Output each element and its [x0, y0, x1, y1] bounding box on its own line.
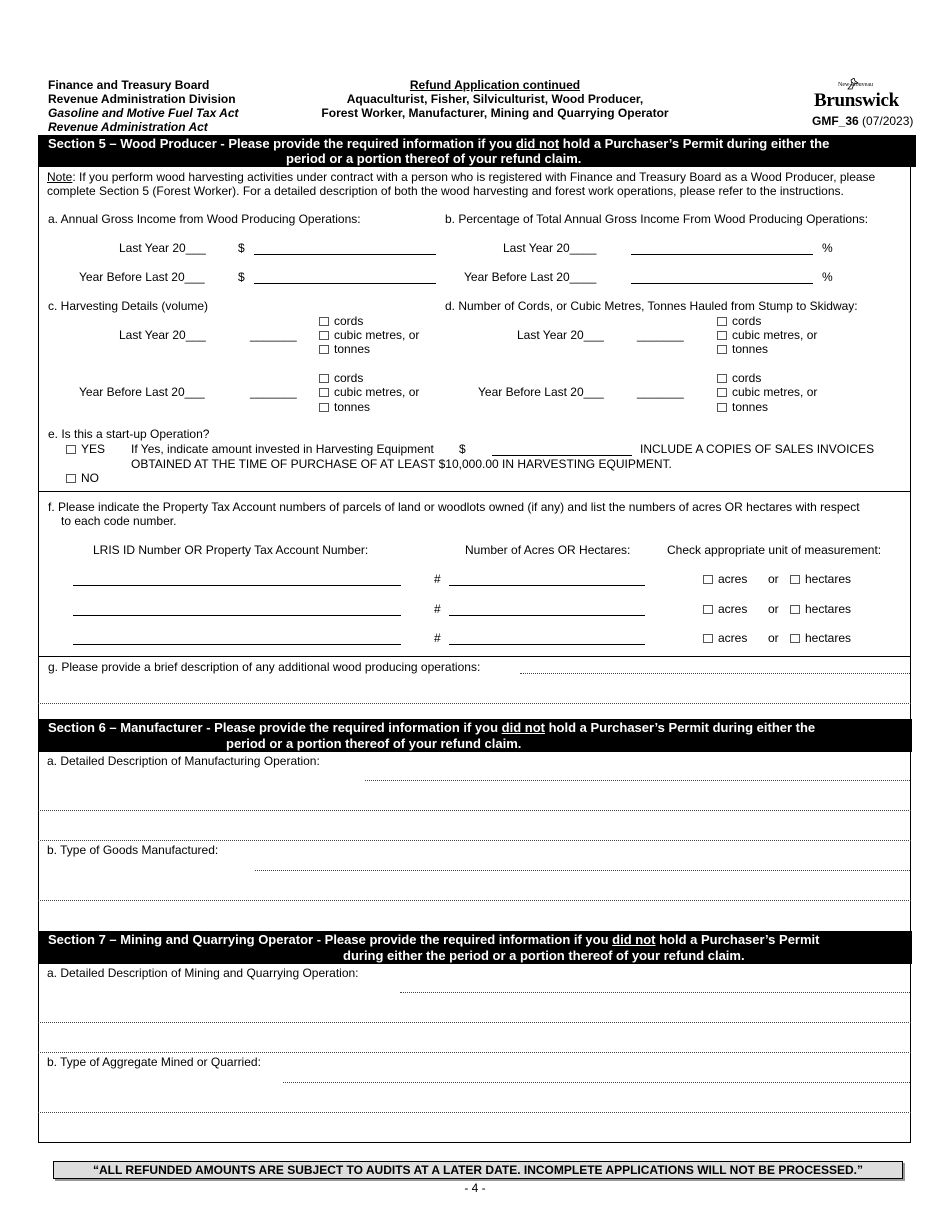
unit-label: cubic metres, or: [334, 328, 420, 342]
s5-f-col3: Check appropriate unit of measurement:: [667, 543, 882, 557]
s5-f-hectares-2[interactable]: [790, 602, 851, 616]
unit-label: cords: [732, 314, 762, 328]
s5-d-ly-cords[interactable]: [717, 314, 761, 328]
section5-header: [38, 135, 916, 167]
section6-header: [38, 719, 912, 752]
s5-a-last-year-input[interactable]: [254, 254, 436, 255]
s5-f-line2: to each code number.: [61, 514, 177, 528]
unit-label: cubic metres, or: [732, 385, 818, 399]
s5-f-acres-1[interactable]: [703, 572, 747, 586]
checkbox-icon[interactable]: [717, 317, 727, 326]
s5-f-lris-input-1[interactable]: [73, 585, 401, 586]
s5-f-acres-2[interactable]: [703, 602, 747, 616]
s5-e-yes-text: If Yes, indicate amount invested in Harvesting Equipment: [131, 442, 434, 456]
s5-b-year-before: Year Before Last 20____: [464, 270, 597, 284]
checkbox-icon[interactable]: [790, 605, 800, 614]
s5-f-acres-3[interactable]: [703, 631, 747, 645]
yes-label: YES: [81, 442, 106, 456]
s5-c-yb-cubic[interactable]: [319, 385, 419, 399]
checkbox-icon[interactable]: [717, 345, 727, 354]
checkbox-icon[interactable]: [319, 317, 329, 326]
unit-label: cubic metres, or: [334, 385, 420, 399]
s5-f-or-2: or: [768, 602, 779, 616]
s5-g-input-line-1[interactable]: [520, 673, 910, 674]
no-label: NO: [81, 471, 99, 485]
page-number: - 4 -: [464, 1181, 486, 1195]
section7-title-b: hold a Purchaser’s Permit: [655, 932, 820, 947]
s5-f-hash-1: #: [434, 572, 441, 586]
checkbox-icon[interactable]: [66, 474, 76, 483]
checkbox-icon[interactable]: [717, 388, 727, 397]
form-code: [812, 114, 913, 128]
section5-title-b: hold a Purchaser’s Permit during either the: [559, 136, 830, 151]
header-center: [300, 78, 690, 120]
section7-title-line2: during either the period or a portion thereof of your refund claim.: [343, 948, 745, 963]
header-subtitle-2: Forest Worker, Manufacturer, Mining and Quarrying Operator: [321, 106, 669, 120]
checkbox-icon[interactable]: [319, 374, 329, 383]
s5-b-year-before-input[interactable]: [631, 283, 813, 284]
checkbox-icon[interactable]: [66, 445, 76, 454]
s5-f-hectares-1[interactable]: [790, 572, 851, 586]
s5-d-yb-tonnes[interactable]: [717, 400, 768, 414]
section5-title-a: Section 5 – Wood Producer - Please provide the required information if you: [48, 136, 516, 151]
section7-title-u: did not: [612, 932, 656, 947]
nb-logo: [808, 78, 903, 113]
s5-f-acres-input-3[interactable]: [449, 644, 645, 645]
hectares-label: hectares: [805, 572, 852, 586]
s5-c-last-year-blank[interactable]: _______: [250, 328, 297, 342]
s5-c-label: c. Harvesting Details (volume): [48, 299, 209, 313]
s5-c-ly-tonnes[interactable]: [319, 342, 370, 356]
s5-a-last-year: Last Year 20___: [119, 241, 206, 255]
s5-f-acres-input-1[interactable]: [449, 585, 645, 586]
note-text-1: : If you perform wood harvesting activities under contract with a person who is registered with Finance and Treasury Board as a Wood Producer, please: [72, 170, 876, 184]
s5-f-or-3: or: [768, 631, 779, 645]
s5-b-label: b. Percentage of Total Annual Gross Income From Wood Producing Operations:: [445, 212, 869, 226]
checkbox-icon[interactable]: [790, 634, 800, 643]
s5-f-acres-input-2[interactable]: [449, 615, 645, 616]
section5-note-1: [47, 170, 875, 184]
unit-label: tonnes: [334, 342, 371, 356]
s5-c-last-year: Last Year 20___: [119, 328, 206, 342]
s5-e-label: e. Is this a start-up Operation?: [48, 427, 210, 441]
s5-d-year-before-blank[interactable]: _______: [637, 385, 684, 399]
header-subtitle-1: Aquaculturist, Fisher, Silviculturist, Wood Producer,: [346, 92, 644, 106]
s5-d-yb-cords[interactable]: [717, 371, 761, 385]
header-act-2: Revenue Administration Act: [48, 120, 208, 134]
section7-title-a: Section 7 – Mining and Quarrying Operator - Please provide the required information if you: [48, 932, 613, 947]
s5-g-input-line-2[interactable]: [38, 703, 911, 704]
form-date: (07/2023): [862, 114, 914, 128]
logo-big-text: Brunswick: [814, 90, 899, 111]
checkbox-icon[interactable]: [703, 634, 713, 643]
checkbox-icon[interactable]: [717, 331, 727, 340]
s5-g-label: g. Please provide a brief description of any additional wood producing operations:: [48, 660, 481, 674]
note-label: Note: [47, 170, 73, 184]
s7-b-input-line-2[interactable]: [38, 1112, 911, 1113]
s7-b-input-line-1[interactable]: [283, 1082, 910, 1083]
header-left: [48, 78, 238, 134]
checkbox-icon[interactable]: [790, 575, 800, 584]
s6-a-input-line-3[interactable]: [38, 840, 911, 841]
s5-d-yb-cubic[interactable]: [717, 385, 817, 399]
s5-d-last-year: Last Year 20___: [517, 328, 604, 342]
s5-d-ly-tonnes[interactable]: [717, 342, 768, 356]
s5-e-amount-input[interactable]: [492, 455, 632, 456]
s5-d-label: d. Number of Cords, or Cubic Metres, Tonnes Hauled from Stump to Skidway:: [445, 299, 858, 313]
section6-title-b: hold a Purchaser’s Permit during either the: [544, 720, 816, 735]
s7-a-label: a. Detailed Description of Mining and Quarrying Operation:: [47, 966, 359, 980]
s5-b-percent-2: %: [822, 270, 833, 284]
checkbox-icon[interactable]: [319, 388, 329, 397]
s5-f-lris-input-3[interactable]: [73, 644, 401, 645]
s5-e-yes[interactable]: [66, 442, 105, 456]
section5-title-line2: period or a portion thereof of your refund claim.: [286, 151, 582, 166]
unit-label: cords: [334, 314, 364, 328]
s5-b-last-year-input[interactable]: [631, 254, 813, 255]
header-title: Refund Application continued: [409, 78, 581, 92]
s7-a-input-line-2[interactable]: [38, 1022, 911, 1023]
s5-c-ly-cubic[interactable]: [319, 328, 419, 342]
logo-small-text: New-Nouveau: [838, 82, 873, 88]
s5-e-include: INCLUDE A COPIES OF SALES INVOICES: [640, 442, 875, 456]
s5-e-line2: OBTAINED AT THE TIME OF PURCHASE OF AT LEAST $10,000.00 IN HARVESTING EQUIPMENT.: [131, 457, 672, 471]
divider: [38, 491, 911, 492]
s5-c-yb-tonnes[interactable]: [319, 400, 370, 414]
checkbox-icon[interactable]: [717, 403, 727, 412]
s5-f-hectares-3[interactable]: [790, 631, 851, 645]
s5-a-dollar-2: $: [238, 270, 245, 284]
s5-e-dollar: $: [459, 442, 466, 456]
s5-f-col2: Number of Acres OR Hectares:: [465, 543, 631, 557]
s5-d-year-before: Year Before Last 20___: [478, 385, 604, 399]
s5-c-ly-cords[interactable]: [319, 314, 363, 328]
s5-a-year-before: Year Before Last 20___: [79, 270, 205, 284]
unit-label: cords: [334, 371, 364, 385]
s5-d-ly-cubic[interactable]: [717, 328, 817, 342]
header-org: Finance and Treasury Board: [48, 78, 210, 92]
s5-f-lris-input-2[interactable]: [73, 615, 401, 616]
s5-f-hash-3: #: [434, 631, 441, 645]
checkbox-icon[interactable]: [703, 575, 713, 584]
section6-title-a: Section 6 – Manufacturer - Please provide the required information if you: [48, 720, 502, 735]
s7-a-input-line-1[interactable]: [400, 992, 910, 993]
unit-label: cubic metres, or: [732, 328, 818, 342]
unit-label: tonnes: [732, 400, 769, 414]
s7-a-input-line-3[interactable]: [38, 1052, 911, 1053]
header-act-1: Gasoline and Motive Fuel Tax Act: [48, 106, 239, 120]
section5-title-u: did not: [515, 136, 560, 151]
form-number: GMF_36: [812, 114, 859, 128]
checkbox-icon[interactable]: [319, 345, 329, 354]
divider: [38, 656, 911, 657]
checkbox-icon[interactable]: [319, 331, 329, 340]
s5-c-yb-cords[interactable]: [319, 371, 363, 385]
section7-header: [38, 931, 912, 964]
unit-label: tonnes: [732, 342, 769, 356]
s5-a-dollar-1: $: [238, 241, 245, 255]
checkbox-icon[interactable]: [717, 374, 727, 383]
section6-title-u: did not: [501, 720, 545, 735]
s5-c-year-before: Year Before Last 20___: [79, 385, 205, 399]
hectares-label: hectares: [805, 631, 852, 645]
acres-label: acres: [718, 572, 748, 586]
checkbox-icon[interactable]: [319, 403, 329, 412]
s7-b-label: b. Type of Aggregate Mined or Quarried:: [47, 1055, 261, 1069]
s6-a-label: a. Detailed Description of Manufacturing Operation:: [47, 754, 320, 768]
s5-f-hash-2: #: [434, 602, 441, 616]
s6-a-input-line-2[interactable]: [38, 810, 911, 811]
s5-b-last-year: Last Year 20____: [503, 241, 597, 255]
s5-c-year-before-blank[interactable]: _______: [250, 385, 297, 399]
s6-a-input-line-1[interactable]: [365, 780, 910, 781]
s5-b-percent-1: %: [822, 241, 833, 255]
unit-label: cords: [732, 371, 762, 385]
s5-f-col1: LRIS ID Number OR Property Tax Account Number:: [93, 543, 369, 557]
s5-a-year-before-input[interactable]: [254, 283, 436, 284]
acres-label: acres: [718, 631, 748, 645]
acres-label: acres: [718, 602, 748, 616]
hectares-label: hectares: [805, 602, 852, 616]
section5-note-2: complete Section 5 (Forest Worker). For a detailed description of both the wood harvesting and forest work operations, please refer to the instructions.: [47, 184, 844, 198]
header-division: Revenue Administration Division: [48, 92, 236, 106]
s5-f-or-1: or: [768, 572, 779, 586]
s5-e-no[interactable]: [66, 471, 99, 485]
s6-b-label: b. Type of Goods Manufactured:: [47, 843, 219, 857]
s5-d-last-year-blank[interactable]: _______: [637, 328, 684, 342]
s5-a-label: a. Annual Gross Income from Wood Producing Operations:: [48, 212, 361, 226]
s5-f-line1: f. Please indicate the Property Tax Account numbers of parcels of land or woodlots owned (if any) and list the numbers of acres OR hectares with respect: [48, 500, 860, 514]
unit-label: tonnes: [334, 400, 371, 414]
checkbox-icon[interactable]: [703, 605, 713, 614]
audit-notice: “ALL REFUNDED AMOUNTS ARE SUBJECT TO AUDITS AT A LATER DATE. INCOMPLETE APPLICATIONS WILL NOT BE PROCESSED.”: [53, 1161, 903, 1179]
section6-title-line2: period or a portion thereof of your refund claim.: [226, 736, 522, 751]
s6-b-input-line-1[interactable]: [255, 870, 910, 871]
s6-b-input-line-2[interactable]: [38, 900, 911, 901]
